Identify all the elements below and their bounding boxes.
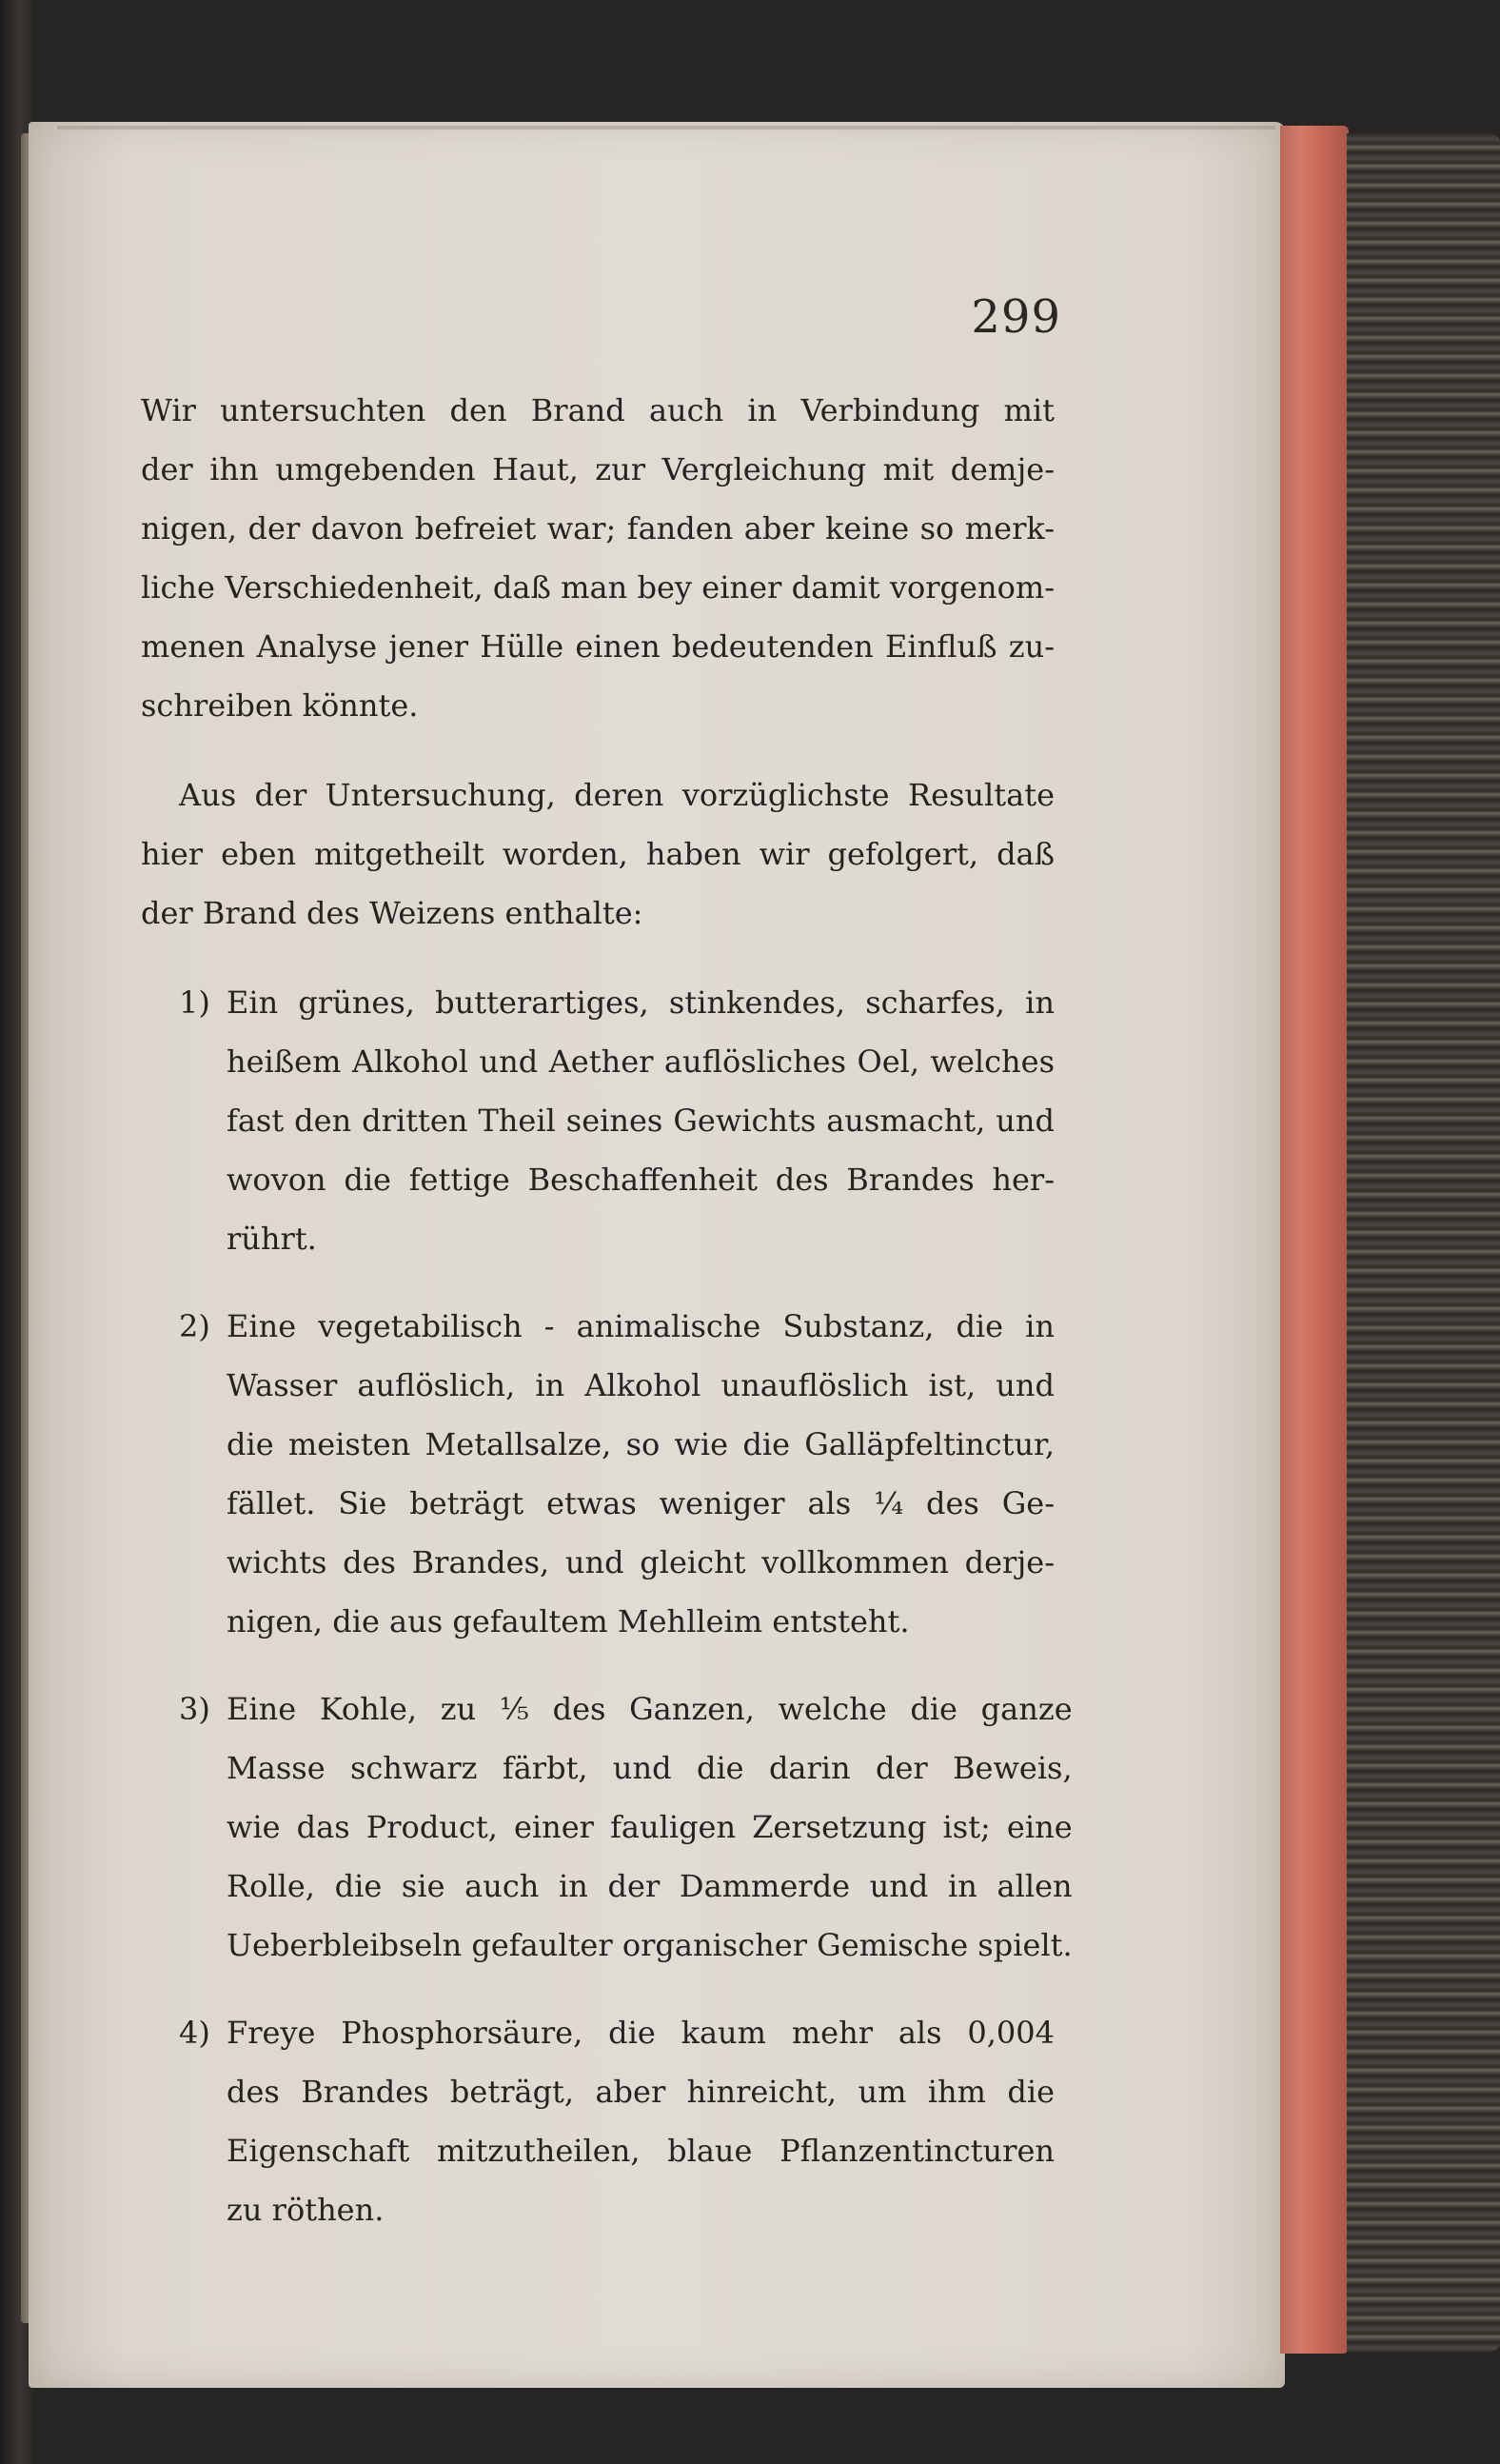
- text-line: des Brandes beträgt, aber hinreicht, um ihm die: [227, 2074, 1055, 2110]
- text-line: der ihn umgebenden Haut, zur Vergleichung mit demje-: [141, 451, 1055, 487]
- text-line: Aus der Untersuchung, deren vorzüglichste Resultate: [179, 777, 1055, 813]
- text-line: liche Verschiedenheit, daß man bey einer damit vorgenom-: [141, 569, 1055, 606]
- paragraph: [141, 381, 1055, 735]
- text-line: wie das Product, einer fauligen Zersetzung ist; eine: [227, 1809, 1073, 1845]
- list-item-number: 1): [179, 984, 210, 1021]
- paragraph: [141, 765, 1055, 943]
- page-number: 299: [971, 290, 1061, 344]
- list-item-number: 4): [179, 2015, 210, 2051]
- book-cover-edge: [1347, 133, 1500, 2352]
- list-item: [141, 973, 1055, 1268]
- text-line: schreiben könnte.: [141, 687, 419, 724]
- text-line: Ein grünes, butterartiges, stinkendes, scharfes, in: [227, 984, 1055, 1021]
- text-line: nigen, die aus gefaultem Mehlleim entsteht.: [227, 1603, 910, 1639]
- text-line: wichts des Brandes, und gleicht vollkommen derje-: [227, 1544, 1055, 1580]
- list-item-number: 3): [179, 1691, 210, 1727]
- text-line: menen Analyse jener Hülle einen bedeutenden Einfluß zu-: [141, 628, 1055, 665]
- text-line: heißem Alkohol und Aether auflösliches Oel, welches: [227, 1043, 1055, 1080]
- text-line: Freye Phosphorsäure, die kaum mehr als 0,004: [227, 2015, 1055, 2051]
- text-line: der Brand des Weizens enthalte:: [141, 895, 643, 931]
- red-page-edges: [1280, 126, 1349, 2354]
- text-line: Wir untersuchten den Brand auch in Verbindung mit: [141, 392, 1055, 428]
- list-item: [141, 1679, 1073, 1975]
- text-line: fället. Sie beträgt etwas weniger als ¼ des Ge-: [227, 1485, 1055, 1521]
- text-line: nigen, der davon befreiet war; fanden aber keine so merk-: [141, 510, 1055, 546]
- text-line: Eine Kohle, zu ⅕ des Ganzen, welche die ganze: [227, 1691, 1073, 1727]
- text-line: die meisten Metallsalze, so wie die Galläpfeltinctur,: [227, 1426, 1055, 1462]
- text-line: fast den dritten Theil seines Gewichts ausmacht, und: [227, 1103, 1055, 1139]
- text-line: rührt.: [227, 1221, 317, 1257]
- text-line: wovon die fettige Beschaffenheit des Brandes her-: [227, 1162, 1055, 1198]
- page-text: [141, 381, 1073, 2239]
- list-item: [141, 1297, 1055, 1651]
- list-item-number: 2): [179, 1308, 210, 1344]
- text-line: hier eben mitgetheilt worden, haben wir gefolgert, daß: [141, 836, 1055, 872]
- text-line: zu röthen.: [227, 2192, 385, 2228]
- text-line: Ueberbleibseln gefaulter organischer Gemische spielt.: [227, 1927, 1073, 1963]
- text-line: Wasser auflöslich, in Alkohol unauflöslich ist, und: [227, 1367, 1055, 1403]
- text-line: Eigenschaft mitzutheilen, blaue Pflanzentincturen: [227, 2133, 1055, 2169]
- list-item: [141, 2003, 1055, 2239]
- text-line: Rolle, die sie auch in der Dammerde und in allen: [227, 1868, 1073, 1904]
- text-line: Eine vegetabilisch - animalische Substanz, die in: [227, 1308, 1055, 1344]
- page-top-edge: [57, 126, 1275, 129]
- text-line: Masse schwarz färbt, und die darin der Beweis,: [227, 1750, 1073, 1786]
